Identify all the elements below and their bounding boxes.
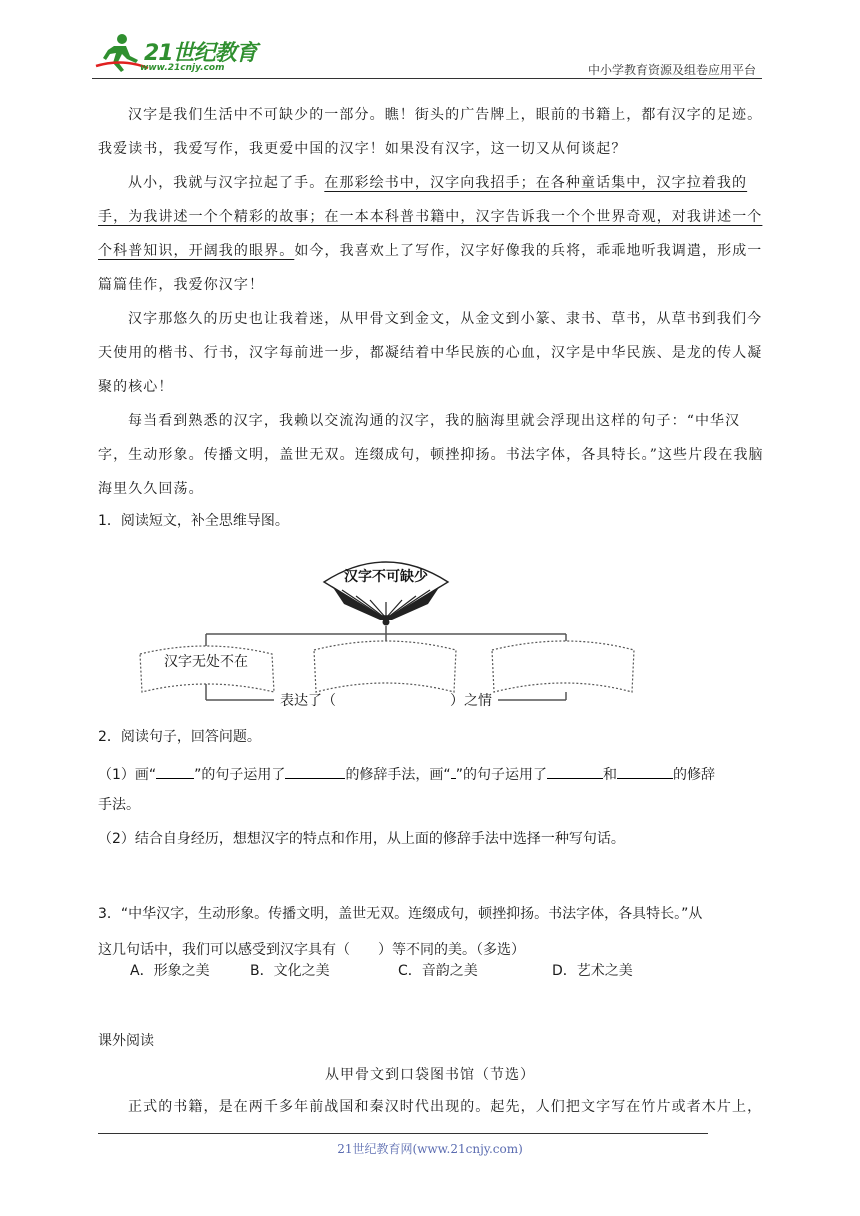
site-logo	[92, 32, 262, 76]
mind-map	[136, 546, 736, 716]
logo-url: www.21cnjy.com	[140, 63, 225, 73]
mind-box-1-label: 汉字无处不在	[164, 654, 248, 670]
fan-title: 汉字不可缺少	[344, 569, 428, 585]
option-b[interactable]: B．文化之美	[250, 963, 330, 979]
mind-box-2[interactable]	[314, 641, 456, 692]
option-c[interactable]: C．音韵之美	[398, 963, 478, 979]
expression-left: 表达了（	[280, 693, 336, 709]
passage-paragraph-2: 从小，我就与汉字拉起了手。在那彩绘书中，汉字向我招手；在各种童话集中，汉字拉着我的手，为我讲述一个个精彩的故事；在一本本科普书籍中，汉字告诉我一个个世界奇观，对我讲述一个个科普知识，开阔我的眼界。如今，我喜欢上了写作，汉字好像我的兵将，乖乖地听我调遣，形成一篇篇佳作，我爱你汉字！	[98, 175, 763, 293]
extra-reading-title: 从甲骨文到口袋图书馆（节选）	[325, 1067, 535, 1083]
extra-reading-paragraph-1: 正式的书籍，是在两千多年前战国和秦汉时代出现的。起先，人们把文字写在竹片或者木片上，	[128, 1099, 763, 1115]
mind-box-3[interactable]	[492, 641, 634, 692]
footer-text: 21世纪教育网(www.21cnjy.com)	[337, 1142, 523, 1156]
underlined-sentence: 在那彩绘书中，汉字向我招手；在各种童话集中，汉字拉着我的手，为我讲述一个个精彩的故事；在一本本科普书籍中，汉字告诉我一个个世界奇观，对我讲述一个个科普知识，开阔我的眼界。	[98, 175, 763, 259]
question-3: 3．“中华汉字，生动形象。传播文明，盖世无双。连缀成句，顿挫抑扬。书法字体，各具特长。”从 这几句话中，我们可以感受到汉字具有（ ）等不同的美。（多选）	[98, 906, 703, 958]
question-1: 1．阅读短文，补全思维导图。	[98, 513, 289, 529]
answer-blank-2[interactable]	[547, 764, 603, 779]
passage-paragraph-1: 汉字是我们生活中不可缺少的一部分。瞧！街头的广告牌上，眼前的书籍上，都有汉字的足迹。我爱读书，我爱写作，我更爱中国的汉字！如果没有汉字，这一切又从何谈起？	[98, 107, 763, 157]
question-2-1: （1）画“ ”的句子运用了 的修辞手法，画“ ”的句子运用了 和 的修辞 手法。	[98, 760, 768, 820]
question-2: 2．阅读句子，回答问题。	[98, 729, 261, 745]
expression-right: ）之情	[450, 693, 492, 709]
answer-blank-1[interactable]	[285, 764, 345, 779]
footer-divider	[98, 1133, 708, 1134]
question-2-2: （2）结合自身经历，想想汉字的特点和作用，从上面的修辞手法中选择一种写句话。	[98, 831, 625, 847]
logo-text: 21世纪教育	[144, 41, 257, 66]
option-d[interactable]: D．艺术之美	[552, 963, 633, 979]
option-a[interactable]: A．形象之美	[130, 963, 210, 979]
answer-blank-3[interactable]	[617, 764, 673, 779]
passage-paragraph-4: 每当看到熟悉的汉字，我赖以交流沟通的汉字，我的脑海里就会浮现出这样的句子：“中华汉字，生动形象。传播文明，盖世无双。连缀成句，顿挫抑扬。书法字体，各具特长。”这些片段在我脑海里久久回荡。	[98, 413, 764, 497]
wavy-mark-blank	[156, 764, 194, 779]
mind-map-diagram	[136, 546, 736, 716]
page-header	[92, 32, 762, 79]
platform-name: 中小学教育资源及组卷应用平台	[587, 63, 756, 77]
passage-paragraph-3: 汉字那悠久的历史也让我着迷，从甲骨文到金文，从金文到小篆、隶书、草书，从草书到我们今天使用的楷书、行书，汉字每前进一步，都凝结着中华民族的心血，汉字是中华民族、是龙的传人凝聚的核心！	[98, 311, 763, 395]
section-extra-reading: 课外阅读	[98, 1033, 154, 1049]
